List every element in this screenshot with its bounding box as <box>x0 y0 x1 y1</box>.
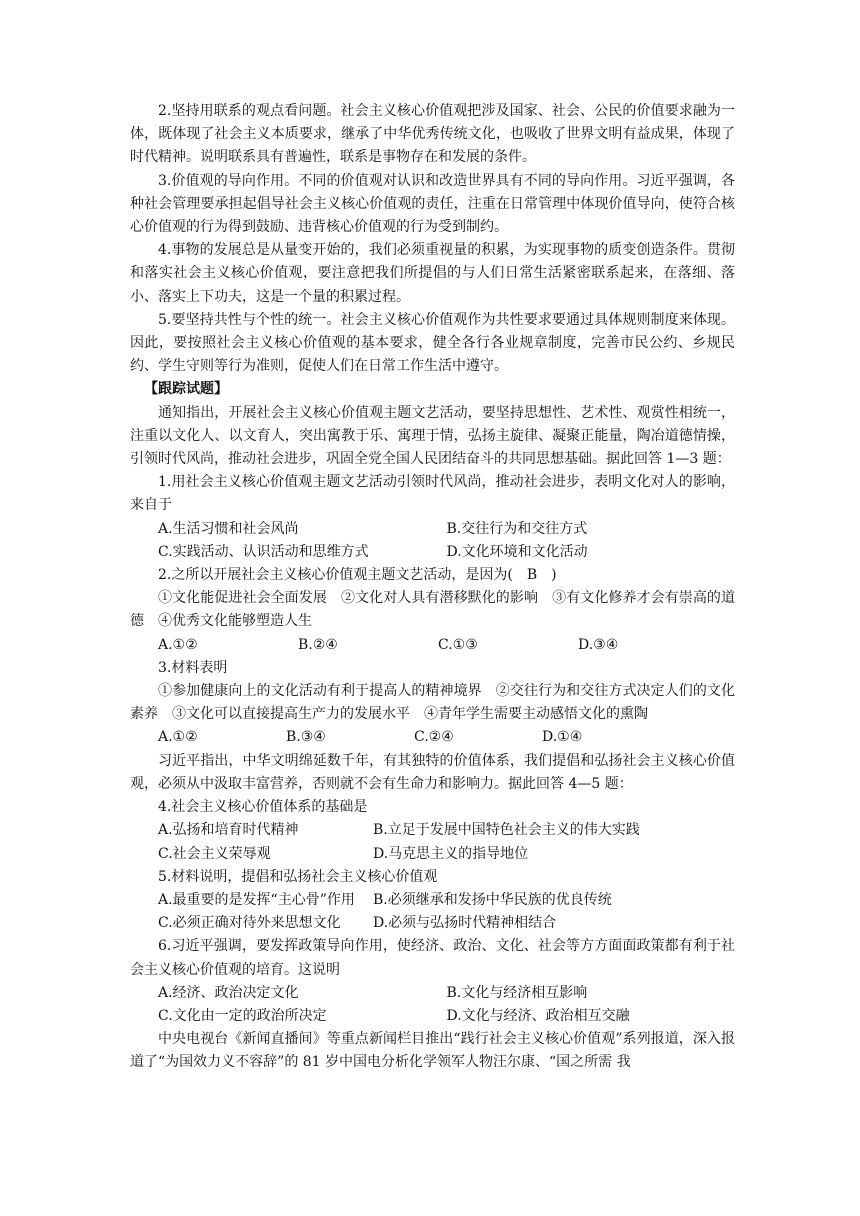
option: C.②④ <box>414 729 454 746</box>
question-4-stem: 4.社会主义核心价值体系的基础是 <box>158 799 368 816</box>
question-6-options-row-1 <box>130 982 735 1005</box>
question-5-stem: 5.材料说明，提倡和弘扬社会主义核心价值观 <box>158 868 438 885</box>
question-5-options-row-2 <box>130 912 735 935</box>
question-2-options <box>130 634 735 657</box>
question-2-items: ①文化能促进社会全面发展 ②文化对人具有潜移默化的影响 ③有文化修养才会有崇高的道德 ④优秀文化能够塑造人生 <box>130 590 735 630</box>
option: C.文化由一定的政治所决定 <box>158 1007 327 1024</box>
point-5: 5.要坚持共性与个性的统一。社会主义核心价值观作为共性要求要通过具体规则制度来体现。因此，要按照社会主义核心价值观的基本要求，健全各行各业规章制度，完善市民公约、乡规民约、学生守则等行为准则，促使人们在日常工作生活中遵守。 <box>130 311 735 375</box>
material-1: 通知指出，开展社会主义核心价值观主题文艺活动，要坚持思想性、艺术性、观赏性相统一，注重以文化人、以文育人，突出寓教于乐、寓理于情，弘扬主旋律、凝聚正能量，陶冶道德情操，引领时代风尚，推动社会进步，巩固全党全国人民团结奋斗的共同思想基础。据此回答 1—3 题： <box>130 404 735 468</box>
question-3-stem: 3.材料表明 <box>158 659 228 676</box>
question-2-stem: 2.之所以开展社会主义核心价值观主题文艺活动，是因为( B ) <box>158 567 557 584</box>
question-6-options-row-2 <box>130 1005 735 1028</box>
question-4-options-row-1 <box>130 819 735 842</box>
question-4-options-row-2 <box>130 843 735 866</box>
question-3-options <box>130 726 735 749</box>
option: A.①② <box>158 636 198 653</box>
option: B.②④ <box>298 636 338 653</box>
option: C.实践活动、认识活动和思维方式 <box>158 543 369 560</box>
option: D.③④ <box>578 636 619 653</box>
option: C.必须正确对待外来思想文化 <box>158 915 341 932</box>
option: D.文化环境和文化活动 <box>446 543 588 560</box>
question-6-stem: 6.习近平强调，要发挥政策导向作用，使经济、政治、文化、社会等方方面面政策都有利于社会主义核心价值观的培育。这说明 <box>130 938 735 978</box>
option: D.①④ <box>542 729 583 746</box>
option: B.立足于发展中国特色社会主义的伟大实践 <box>373 822 640 839</box>
point-3: 3.价值观的导向作用。不同的价值观对认识和改造世界具有不同的导向作用。习近平强调，各种社会管理要承担起倡导社会主义核心价值观的责任，注重在日常管理中体现价值导向，使符合核心价值观的行为得到鼓励、违背核心价值观的行为受到制约。 <box>130 172 735 236</box>
question-5-options-row-1 <box>130 889 735 912</box>
question-1-options-row-1 <box>130 518 735 541</box>
section-heading: 【跟踪试题】 <box>144 381 228 398</box>
option: A.最重要的是发挥“主心骨”作用 <box>158 891 355 908</box>
option: B.必须继承和发扬中华民族的优良传统 <box>373 891 612 908</box>
option: A.经济、政治决定文化 <box>158 984 299 1001</box>
option: B.交往行为和交往方式 <box>446 520 588 537</box>
option: D.马克思主义的指导地位 <box>373 845 529 862</box>
option: A.弘扬和培育时代精神 <box>158 822 299 839</box>
option: A.生活习惯和社会风尚 <box>158 520 299 537</box>
question-3-items: ①参加健康向上的文化活动有利于提高人的精神境界 ②交往行为和交往方式决定人们的文化素养 ③文化可以直接提高生产力的发展水平 ④青年学生需要主动感悟文化的熏陶 <box>130 683 735 723</box>
option: C.①③ <box>438 636 478 653</box>
point-2: 2.坚持用联系的观点看问题。社会主义核心价值观把涉及国家、社会、公民的价值要求融为一体，既体现了社会主义本质要求，继承了中华优秀传统文化，也吸收了世界文明有益成果，体现了时代精神。说明联系具有普遍性，联系是事物存在和发展的条件。 <box>130 103 735 166</box>
document-page <box>130 100 735 1075</box>
point-4: 4.事物的发展总是从量变开始的，我们必须重视量的积累，为实现事物的质变创造条件。贯彻和落实社会主义核心价值观，要注意把我们所提倡的与人们日常生活紧密联系起来，在落细、落小、落实上下功夫，这是一个量的积累过程。 <box>130 242 735 305</box>
option: D.文化与经济、政治相互交融 <box>446 1007 630 1024</box>
material-2: 习近平指出，中华文明绵延数千年，有其独特的价值体系，我们提倡和弘扬社会主义核心价值观，必须从中汲取丰富营养，否则就不会有生命力和影响力。据此回答 4—5 题： <box>130 752 735 792</box>
question-1-stem: 1.用社会主义核心价值观主题文艺活动引领时代风尚，推动社会进步，表明文化对人的影响，来自于 <box>130 474 735 514</box>
option: D.必须与弘扬时代精神相结合 <box>373 915 557 932</box>
material-3: 中央电视台《新闻直播间》等重点新闻栏目推出“践行社会主义核心价值观”系列报道，深入报道了“为国效力义不容辞”的 81 岁中国电分析化学领军人物汪尔康、“国之所需 我 <box>130 1031 735 1071</box>
option: C.社会主义荣辱观 <box>158 845 271 862</box>
option: B.文化与经济相互影响 <box>446 984 588 1001</box>
option: B.③④ <box>286 729 326 746</box>
option: A.①② <box>158 729 198 746</box>
question-1-options-row-2 <box>130 541 735 564</box>
